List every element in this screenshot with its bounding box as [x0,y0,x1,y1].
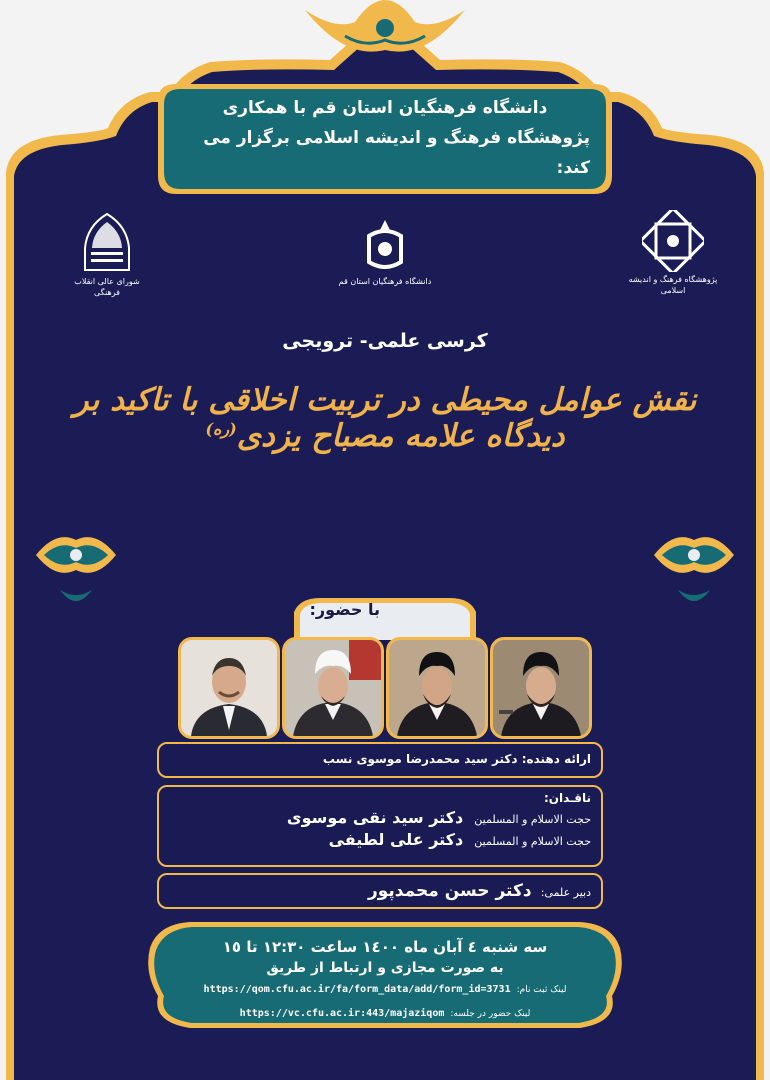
event-title-text: نقش عوامل محیطی در تربیت اخلاقی با تاکید بر دیدگاه علامه مصباح یزدی [73,382,697,454]
critic-prefix: حجت الاسلام و المسلمین [474,835,591,848]
event-title-honorific: (ره) [205,419,237,439]
critic-row [169,808,591,827]
critic-name: دکتر علی لطیفی [328,830,464,849]
dome-emblem-icon [77,212,137,274]
critics-label: ناقـدان: [543,791,591,805]
event-date: سه شنبه ٤ آبان ماه ١٤٠٠ ساعت ١٢:٣٠ تا ١٥ [222,938,548,956]
join-link-label: لینک حضور در جلسه: [450,1008,531,1019]
center-logo [335,218,435,287]
attendance-label: با حضور: [309,600,380,619]
editor-name: دکتر حسن محمدپور [367,881,532,901]
editor-box [157,873,603,909]
speaker-photo-1 [178,637,280,739]
knot-emblem-icon [642,210,704,272]
organizer-line-2: پژوهشگاه فرهنگ و اندیشه اسلامی برگزار می کند: [203,128,590,178]
critic-prefix: حجت الاسلام و المسلمین [474,813,591,826]
event-title [40,382,730,454]
organizer-line-1: دانشگاه فرهنگیان استان قم با همکاری [222,98,548,118]
presenter-box [157,742,603,778]
join-link-row [190,1008,580,1019]
farhangian-emblem-icon [359,218,411,274]
center-logo-caption: دانشگاه فرهنگیان استان قم [338,277,432,286]
presenter-name: دکتر سید محمدرضا موسوی نسب [322,752,518,766]
event-mode: به صورت مجازی و ارتباط از طریق [266,960,504,976]
register-link-label: لینک ثبت نام: [516,984,567,995]
critics-box [157,785,603,867]
right-logo [628,210,718,296]
left-logo [62,212,152,298]
speaker-photo-2 [282,637,384,739]
organizer-header [180,88,590,188]
event-subtitle: کرسی علمی- ترویجی [282,330,488,352]
register-link-row [190,984,580,995]
join-link[interactable]: https://vc.cfu.ac.ir:443/majaziqom [239,1008,445,1019]
critic-row [169,830,591,849]
register-link[interactable]: https://qom.cfu.ac.ir/fa/form_data/add/form_id=3731 [203,984,511,995]
top-ornament-icon [285,0,485,72]
critic-name: دکتر سید نقی موسوی [286,808,464,827]
speaker-photo-3 [386,637,488,739]
editor-label: دبیر علمی: [540,886,591,899]
right-logo-caption: پژوهشگاه فرهنگ و اندیشه اسلامی [628,275,718,295]
presenter-label: ارائه دهنده: [521,752,591,766]
speaker-photo-4 [490,637,592,739]
left-logo-caption: شورای عالی انقلاب فرهنگی [74,277,140,297]
